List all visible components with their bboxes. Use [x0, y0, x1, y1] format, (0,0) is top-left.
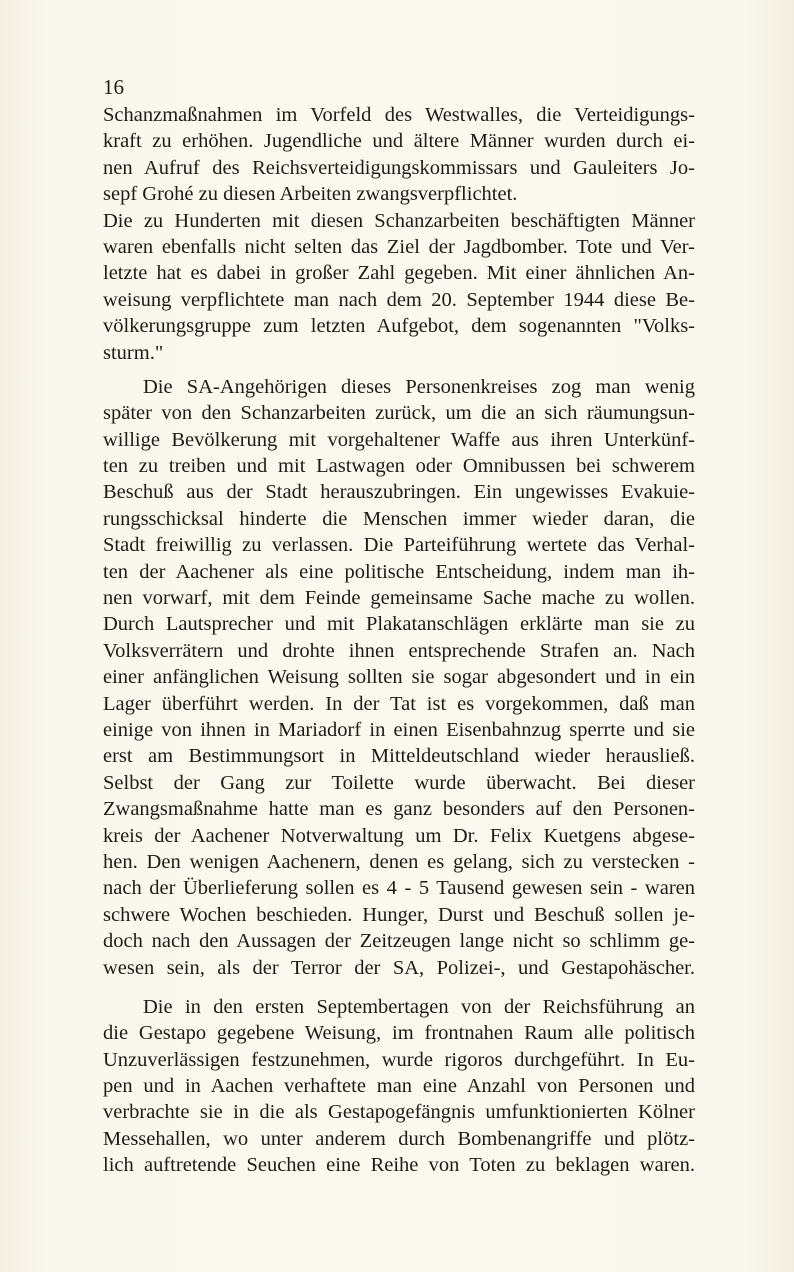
- text-line: nen vorwarf, mit dem Feinde gemeinsame Sache mache zu wollen.: [103, 587, 695, 610]
- text-line: Stadt freiwillig zu verlassen. Die Parteiführung wertete das Verhal-: [103, 534, 695, 557]
- text-line: willige Bevölkerung mit vorgehaltener Waffe aus ihren Unterkünf-: [103, 428, 695, 451]
- text-line: Lager überführt werden. In der Tat ist es vorgekommen, daß man: [103, 692, 695, 715]
- text-line: Die in den ersten Septembertagen von der Reichsführung an: [143, 995, 695, 1018]
- text-line: einige von ihnen in Mariadorf in einen Eisenbahnzug sperrte und sie: [103, 718, 695, 741]
- paragraph: [103, 102, 695, 208]
- text-line: rungsschicksal hinderte die Menschen immer wieder daran, die: [103, 507, 695, 530]
- text-line: waren ebenfalls nicht selten das Ziel der Jagdbomber. Tote und Ver-: [103, 235, 695, 258]
- text-line: doch nach den Aussagen der Zeitzeugen lange nicht so schlimm ge-: [103, 930, 695, 953]
- text-line: nen Aufruf des Reichsverteidigungskommissars und Gauleiters Jo-: [103, 156, 695, 179]
- text-line: kraft zu erhöhen. Jugendliche und ältere Männer wurden durch ei-: [103, 130, 695, 153]
- text-line: pen und in Aachen verhaftete man eine Anzahl von Personen und: [103, 1075, 695, 1098]
- text-line: einer anfänglichen Weisung sollten sie sogar abgesondert und in ein: [103, 666, 695, 689]
- text-line: Volksverrätern und drohte ihnen entsprechende Strafen an. Nach: [103, 639, 695, 662]
- text-line: völkerungsgruppe zum letzten Aufgebot, dem sogenannten "Volks-: [103, 315, 695, 338]
- text-line: nach der Überlieferung sollen es 4 - 5 Tausend gewesen sein - waren: [103, 877, 695, 900]
- text-line: Durch Lautsprecher und mit Plakatanschlägen erklärte man sie zu: [103, 613, 695, 636]
- text-line: ten zu treiben und mit Lastwagen oder Omnibussen bei schwerem: [103, 455, 695, 478]
- paragraph: [103, 994, 695, 1179]
- text-line: schwere Wochen beschieden. Hunger, Durst und Beschuß sollen je-: [103, 903, 695, 926]
- page-number: 16: [103, 75, 124, 99]
- text-line: Beschuß aus der Stadt herauszubringen. Ein ungewisses Evakuie-: [103, 481, 695, 504]
- text-line: weisung verpflichtete man nach dem 20. September 1944 diese Be-: [103, 288, 695, 311]
- text-line: sturm.": [103, 341, 164, 364]
- text-line: kreis der Aachener Notverwaltung um Dr. Felix Kuetgens abgese-: [103, 824, 695, 847]
- text-line: Zwangsmaßnahme hatte man es ganz besonders auf den Personen-: [103, 798, 695, 821]
- text-line: lich auftretende Seuchen eine Reihe von Toten zu beklagen waren.: [103, 1154, 695, 1177]
- text-line: Die SA-Angehörigen dieses Personenkreises zog man wenig: [143, 375, 695, 398]
- paragraph: [103, 374, 695, 981]
- text-line: Die zu Hunderten mit diesen Schanzarbeiten beschäftigten Männer: [103, 209, 695, 232]
- paragraph: [103, 208, 695, 366]
- text-line: ten der Aachener als eine politische Entscheidung, indem man ih-: [103, 560, 695, 583]
- text-line: erst am Bestimmungsort in Mitteldeutschland wieder herausließ.: [103, 745, 695, 768]
- text-line: Schanzmaßnahmen im Vorfeld des Westwalles, die Verteidigungs-: [103, 104, 695, 126]
- text-line: später von den Schanzarbeiten zurück, um die an sich räumungsun-: [103, 402, 695, 425]
- text-line: letzte hat es dabei in großer Zahl gegeben. Mit einer ähnlichen An-: [103, 262, 695, 285]
- text-line: wesen sein, als der Terror der SA, Polizei-, und Gestapohäscher.: [103, 956, 695, 979]
- body-text: [103, 102, 695, 1179]
- text-line: hen. Den wenigen Aachenern, denen es gelang, sich zu verstecken -: [103, 850, 695, 873]
- text-line: sepf Grohé zu diesen Arbeiten zwangsverpflichtet.: [103, 183, 518, 206]
- text-line: Selbst der Gang zur Toilette wurde überwacht. Bei dieser: [103, 771, 695, 794]
- text-line: verbrachte sie in die als Gestapogefängnis umfunktionierten Kölner: [103, 1101, 695, 1124]
- text-line: Messehallen, wo unter anderem durch Bombenangriffe und plötz-: [103, 1127, 695, 1150]
- text-line: die Gestapo gegebene Weisung, im frontnahen Raum alle politisch: [103, 1022, 695, 1045]
- text-line: Unzuverlässigen festzunehmen, wurde rigoros durchgeführt. In Eu-: [103, 1048, 695, 1071]
